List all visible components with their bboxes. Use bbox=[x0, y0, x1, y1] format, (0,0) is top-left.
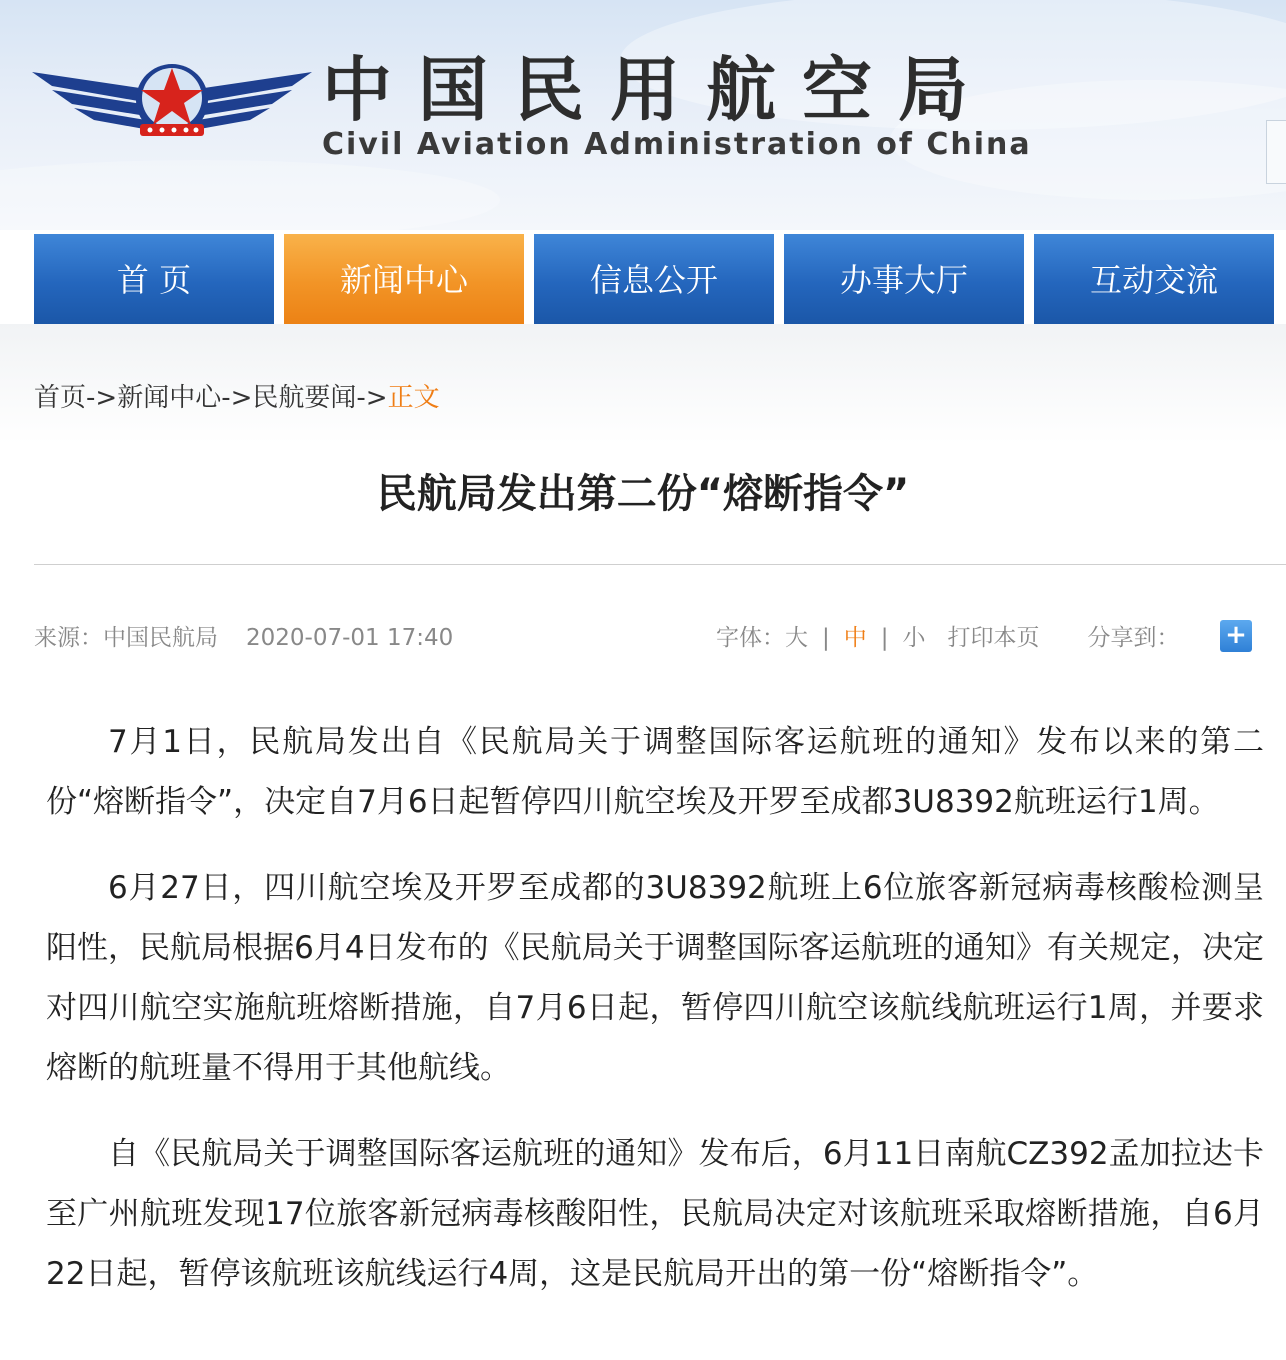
font-size-medium[interactable]: 中 bbox=[843, 625, 867, 651]
font-size-label: 字体： bbox=[716, 625, 785, 651]
site-title-en: Civil Aviation Administration of China bbox=[322, 127, 1032, 162]
article-meta bbox=[34, 620, 453, 656]
breadcrumb-separator: -> bbox=[86, 383, 118, 413]
site-title-cn: 中国民用航空局 bbox=[322, 49, 994, 131]
header-banner bbox=[0, 0, 1286, 230]
nav-item-interaction[interactable]: 互动交流 bbox=[1034, 234, 1274, 324]
article-paragraph: 自《民航局关于调整国际客运航班的通知》发布后，6月11日南航CZ392孟加拉达卡至广州航班发现17位旅客新冠病毒核酸阳性，民航局决定对该航班采取熔断措施，自6月22日起，暂停该航班该航线运行4周，这是民航局开出的第一份“熔断指令”。 bbox=[46, 1136, 1264, 1292]
publish-date: 2020-07-01 17:40 bbox=[246, 625, 454, 651]
breadcrumb-news[interactable]: 新闻中心 bbox=[117, 383, 222, 413]
source-label: 来源： bbox=[34, 625, 103, 651]
article-paragraph: 6月27日，四川航空埃及开罗至成都的3U8392航班上6位旅客新冠病毒核酸检测呈阳性，民航局根据6月4日发布的《民航局关于调整国际客运航班的通知》有关规定，决定对四川航空实施航班熔断措施，自7月6日起，暂停四川航空该航线航班运行1周，并要求熔断的航班量不得用于其他航线。 bbox=[46, 870, 1264, 1086]
article-body bbox=[46, 712, 1264, 1330]
nav-item-home[interactable]: 首 页 bbox=[34, 234, 274, 324]
article-tools bbox=[716, 620, 1180, 656]
breadcrumb-home[interactable]: 首页 bbox=[34, 383, 87, 413]
breadcrumb-separator: -> bbox=[221, 383, 253, 413]
article-paragraph: 7月1日，民航局发出自《民航局关于调整国际客运航班的通知》发布以来的第二份“熔断指令”，决定自7月6日起暂停四川航空埃及开罗至成都3U8392航班运行1周。 bbox=[46, 724, 1264, 820]
share-label: 分享到： bbox=[1087, 625, 1180, 651]
article-title: 民航局发出第二份“熔断指令” bbox=[376, 471, 910, 517]
font-size-small[interactable]: 小 bbox=[902, 625, 926, 651]
font-size-large[interactable]: 大 bbox=[785, 625, 808, 651]
breadcrumb-headlines[interactable]: 民航要闻 bbox=[252, 383, 357, 413]
nav-item-news[interactable]: 新闻中心 bbox=[284, 234, 524, 324]
share-plus-icon[interactable]: + bbox=[1220, 620, 1252, 652]
nav-item-info[interactable]: 信息公开 bbox=[534, 234, 774, 324]
print-button[interactable]: 打印本页 bbox=[947, 625, 1040, 651]
tool-separator: | bbox=[880, 625, 889, 651]
caac-emblem-icon bbox=[32, 58, 312, 148]
source-value: 中国民航局 bbox=[103, 625, 218, 651]
main-nav bbox=[34, 234, 1286, 324]
title-divider bbox=[34, 564, 1286, 565]
breadcrumb-current: 正文 bbox=[387, 383, 440, 413]
search-box[interactable] bbox=[1266, 120, 1286, 184]
breadcrumb bbox=[34, 378, 440, 418]
breadcrumb-separator: -> bbox=[356, 383, 388, 413]
tool-separator: | bbox=[822, 625, 830, 651]
nav-item-services[interactable]: 办事大厅 bbox=[784, 234, 1024, 324]
